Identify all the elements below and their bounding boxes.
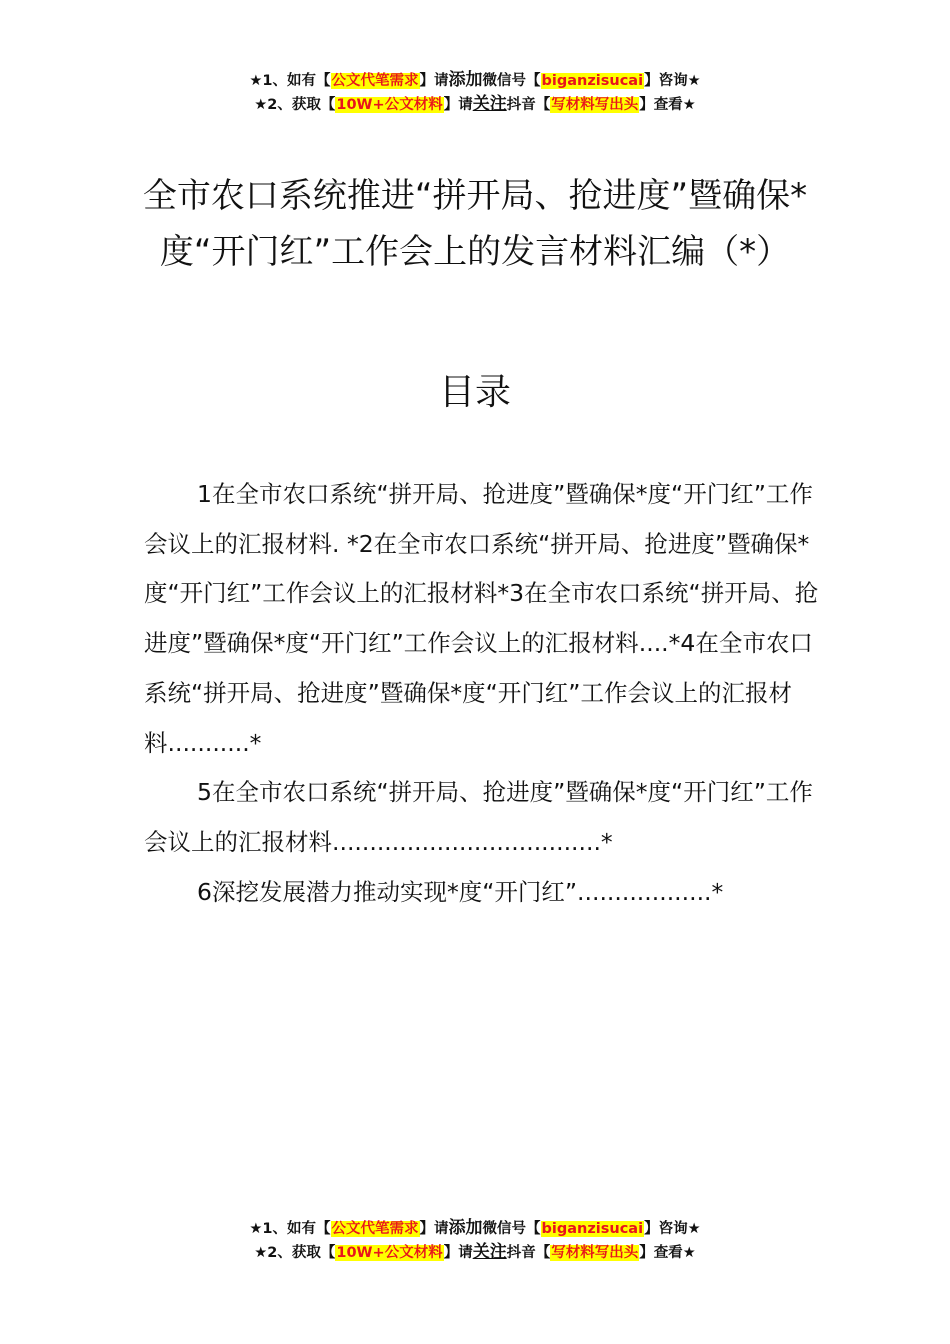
promo-text: 】请 (443, 97, 473, 113)
promo-highlight: 公文代笔需求 (331, 1221, 419, 1237)
promo-text: 微信号【 (482, 73, 541, 89)
promo-text: 】请 (419, 1221, 449, 1237)
toc-entry: 5在全市农口系统“拼开局、抢进度”暨确保*度“开门红”工作会议上的汇报材料....................................* (144, 778, 813, 856)
toc-heading: 目录 (438, 372, 511, 413)
promo-emphasis: 添加 (448, 1218, 483, 1238)
promo-emphasis: 关注 (472, 94, 507, 114)
promo-emphasis: 添加 (448, 70, 483, 90)
promo-text: 微信号【 (482, 1221, 541, 1237)
table-of-contents (144, 470, 824, 917)
promo-line-2 (0, 93, 950, 117)
promo-text: 2、获取【 (267, 1245, 336, 1261)
promo-text: 抖音【 (506, 1245, 551, 1261)
promo-emphasis: 关注 (472, 1242, 507, 1262)
promo-text: 1、如有【 (262, 73, 331, 89)
promo-text: 】咨询 (644, 1221, 688, 1237)
star-icon: ★ (249, 1221, 263, 1237)
bottom-promo-banner (0, 1217, 950, 1265)
promo-text: 】请 (443, 1245, 473, 1261)
document-title: 全市农口系统推进“拼开局、抢进度”暨确保*度“开门红”工作会上的发言材料汇编（*） (142, 176, 808, 272)
promo-line-2 (0, 1241, 950, 1265)
promo-highlight: 公文代笔需求 (331, 73, 419, 89)
promo-douyin-account: 写材料写出头 (551, 1245, 639, 1261)
promo-text: 抖音【 (506, 97, 551, 113)
promo-text: 】查看 (639, 1245, 683, 1261)
promo-wechat-id: biganzisucai (541, 73, 644, 89)
promo-text: 】咨询 (644, 73, 688, 89)
promo-text: 1、如有【 (262, 1221, 331, 1237)
star-icon: ★ (254, 1245, 268, 1261)
promo-highlight: 10W+公文材料 (336, 97, 443, 113)
star-icon: ★ (682, 97, 696, 113)
star-icon: ★ (687, 1221, 701, 1237)
promo-douyin-account: 写材料写出头 (551, 97, 639, 113)
promo-text: 】请 (419, 73, 449, 89)
toc-entry: 1在全市农口系统“拼开局、抢进度”暨确保*度“开门红”工作会议上的汇报材料. *2在全市农口系统“拼开局、抢进度”暨确保*度“开门红”工作会议上的汇报材料*3在全市农口系统“拼开局、抢进度”暨确保*度“开门红”工作会议上的汇报材料....*4在全市农口系统“拼开局、抢进度”暨确保*度“开门红”工作会议上的汇报材料...........* (144, 480, 819, 757)
star-icon: ★ (249, 73, 263, 89)
promo-line-1 (0, 69, 950, 93)
star-icon: ★ (687, 73, 701, 89)
promo-wechat-id: biganzisucai (541, 1221, 644, 1237)
top-promo-banner (0, 69, 950, 117)
promo-text: 2、获取【 (267, 97, 336, 113)
star-icon: ★ (254, 97, 268, 113)
toc-entry: 6深挖发展潜力推动实现*度“开门红”..................* (197, 877, 724, 906)
promo-highlight: 10W+公文材料 (336, 1245, 443, 1261)
promo-line-1 (0, 1217, 950, 1241)
star-icon: ★ (682, 1245, 696, 1261)
promo-text: 】查看 (639, 97, 683, 113)
